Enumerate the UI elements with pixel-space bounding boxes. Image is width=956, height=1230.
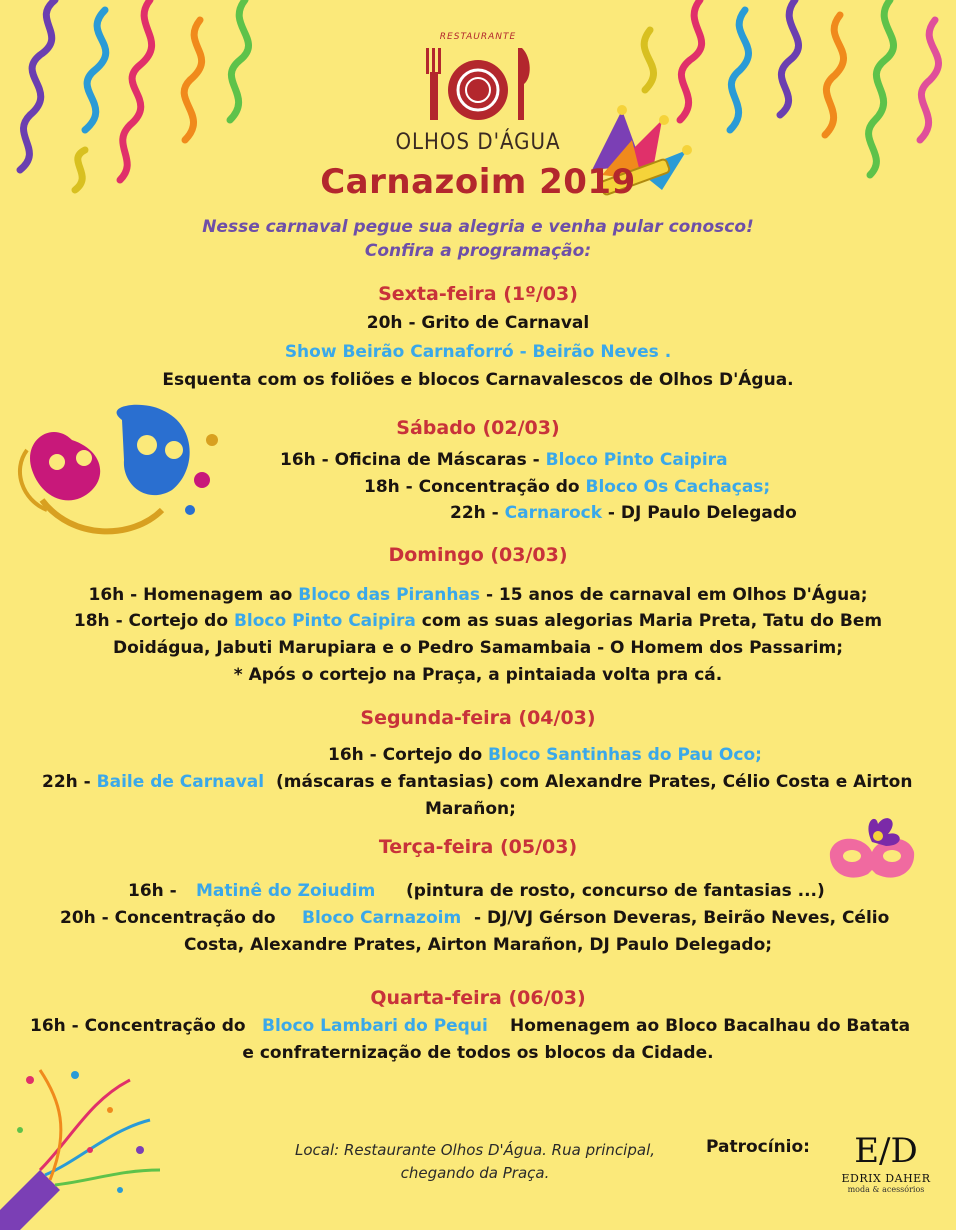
terca-l2-bloco: Bloco Carnazoim bbox=[302, 908, 462, 928]
segunda-line-2 bbox=[42, 772, 264, 792]
segunda-l1-text: 16h - Cortejo do bbox=[328, 745, 489, 765]
sponsor-name: EDRIX DAHER bbox=[841, 1172, 931, 1185]
sabado-line-3 bbox=[450, 503, 797, 523]
terca-l1-time: 16h - bbox=[128, 881, 177, 901]
sabado-l1-bloco: Bloco Pinto Caipira bbox=[545, 450, 728, 470]
quarta-l1-rest: Homenagem ao Bloco Bacalhau do Batata bbox=[510, 1016, 911, 1036]
confetti-popper-icon bbox=[0, 1060, 170, 1230]
sexta-line-2: Show Beirão Carnaforró - Beirão Neves . bbox=[284, 342, 672, 362]
sexta-line-1: 20h - Grito de Carnaval bbox=[366, 313, 590, 333]
sponsor-logo-mark: E/D bbox=[854, 1131, 918, 1171]
terca-l1-event: Matinê do Zoiudim bbox=[196, 881, 376, 901]
domingo-l2-rest: com as suas alegorias Maria Preta, Tatu do Bem bbox=[415, 611, 883, 631]
terca-line-3: Costa, Alexandre Prates, Airton Marañon, DJ Paulo Delegado; bbox=[183, 935, 773, 955]
terca-line-2 bbox=[60, 908, 276, 928]
domingo-line-3: Doidágua, Jabuti Marupiara e o Pedro Samambaia - O Homem dos Passarim; bbox=[112, 638, 843, 658]
sabado-l1-text: 16h - Oficina de Máscaras - bbox=[280, 450, 546, 470]
segunda-l2-time: 22h - bbox=[42, 772, 97, 792]
restaurant-logo bbox=[410, 28, 546, 128]
day-heading-segunda: Segunda-feira (04/03) bbox=[360, 707, 596, 729]
segunda-line-2-rest: (máscaras e fantasias) com Alexandre Prates, Célio Costa e Airton bbox=[276, 772, 913, 792]
terca-l1-rest: (pintura de rosto, concurso de fantasias ...) bbox=[406, 881, 825, 901]
tagline-line-2: Confira a programação: bbox=[364, 241, 592, 261]
sabado-l3-event: Carnarock bbox=[504, 503, 603, 523]
domingo-l2-text: 18h - Cortejo do bbox=[73, 611, 234, 631]
day-heading-terca: Terça-feira (05/03) bbox=[378, 836, 578, 858]
quarta-l1-bloco: Bloco Lambari do Pequi bbox=[262, 1016, 488, 1036]
domingo-l1-rest: - 15 anos de carnaval em Olhos D'Água; bbox=[480, 585, 868, 605]
domingo-l1-text: 16h - Homenagem ao bbox=[88, 585, 299, 605]
quarta-l1-text: 16h - Concentração do bbox=[30, 1016, 246, 1036]
sponsor-subtitle: moda & acessórios bbox=[847, 1185, 925, 1194]
footer-location-1: Local: Restaurante Olhos D'Água. Rua principal, bbox=[295, 1141, 655, 1159]
terca-l2-rest: - DJ/VJ Gérson Deveras, Beirão Neves, Célio bbox=[474, 908, 890, 928]
segunda-l1-bloco: Bloco Santinhas do Pau Oco; bbox=[488, 745, 762, 765]
sponsor-label: Patrocínio: bbox=[706, 1137, 810, 1157]
sabado-l2-text: 18h - Concentração do bbox=[364, 477, 586, 497]
day-heading-quarta: Quarta-feira (06/03) bbox=[370, 987, 586, 1009]
plate-cutlery-icon bbox=[410, 28, 546, 128]
event-title: Carnazoim 2019 bbox=[320, 162, 636, 202]
domingo-l2-bloco: Bloco Pinto Caipira bbox=[233, 611, 416, 631]
quarta-line-1 bbox=[30, 1016, 246, 1036]
domingo-line-1 bbox=[0, 585, 956, 605]
sponsor-logo bbox=[836, 1130, 936, 1210]
domingo-l1-bloco: Bloco das Piranhas bbox=[298, 585, 481, 605]
sexta-line-3: Esquenta com os foliões e blocos Carnavalescos de Olhos D'Água. bbox=[162, 370, 794, 390]
day-heading-sabado: Sábado (02/03) bbox=[396, 417, 560, 439]
domingo-line-2 bbox=[0, 611, 956, 631]
logo-arc-text: RESTAURANTE bbox=[439, 32, 517, 42]
terca-l2-text: 20h - Concentração do bbox=[60, 908, 276, 928]
segunda-line-3: Marañon; bbox=[425, 799, 516, 819]
terca-line-1 bbox=[128, 881, 177, 901]
domingo-line-4: * Após o cortejo na Praça, a pintaiada volta pra cá. bbox=[233, 665, 723, 685]
day-heading-sexta: Sexta-feira (1º/03) bbox=[378, 283, 578, 305]
quarta-line-2: e confraternização de todos os blocos da Cidade. bbox=[242, 1043, 714, 1063]
footer-location-2: chegando da Praça. bbox=[400, 1164, 550, 1182]
sabado-l2-bloco: Bloco Os Cachaças; bbox=[585, 477, 771, 497]
segunda-line-1 bbox=[328, 745, 762, 765]
sabado-line-2 bbox=[364, 477, 770, 497]
segunda-l2-event: Baile de Carnaval bbox=[96, 772, 265, 792]
sabado-l3-time: 22h - bbox=[450, 503, 505, 523]
sabado-line-1 bbox=[280, 450, 728, 470]
day-heading-domingo: Domingo (03/03) bbox=[388, 544, 568, 566]
tagline-line-1: Nesse carnaval pegue sua alegria e venha pular conosco! bbox=[202, 217, 754, 237]
brand-name: OLHOS D'ÁGUA bbox=[395, 130, 561, 155]
sabado-l3-dj: - DJ Paulo Delegado bbox=[602, 503, 797, 523]
